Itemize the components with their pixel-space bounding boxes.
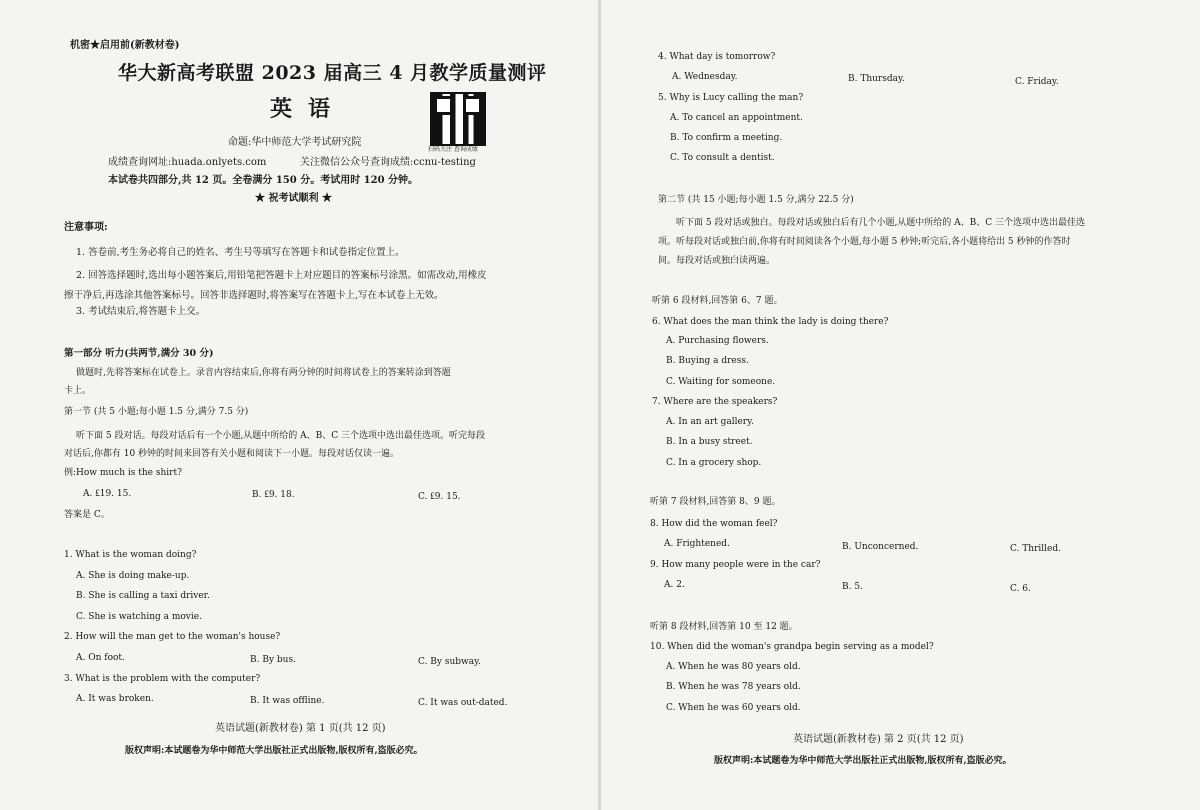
- q2-option-b: B. By bus.: [250, 655, 296, 665]
- q8-option-c: C. Thrilled.: [1010, 544, 1061, 554]
- q8-option-a: A. Frightened.: [664, 539, 730, 549]
- question-6: 6. What does the man think the lady is doing there?: [652, 317, 889, 327]
- q4-option-a: A. Wednesday.: [672, 72, 738, 82]
- q6-option-b: B. Buying a dress.: [666, 356, 749, 366]
- subject-title: 英语: [270, 96, 347, 122]
- q4-option-c: C. Friday.: [1015, 77, 1059, 87]
- q7-option-c: C. In a grocery shop.: [666, 458, 762, 468]
- example-option: A. ₤19. 15.: [83, 489, 132, 499]
- section2-intro: 项。听每段对话或独白前,你将有时间阅读各个小题,每小题 5 秒钟;听完后,各小题将给出 5 秒钟的作答时: [658, 237, 1071, 247]
- question-9: 9. How many people were in the car?: [650, 560, 821, 570]
- q1-option-c: C. She is watching a movie.: [76, 612, 202, 622]
- q3-option-b: B. It was offline.: [250, 696, 325, 706]
- note-item: 擦干净后,再选涂其他答案标号。回答非选择题时,将答案写在答题卡上,写在本试卷上无效。: [64, 290, 444, 301]
- q4-option-b: B. Thursday.: [848, 74, 905, 84]
- copyright-notice: 版权声明:本试题卷为华中师范大学出版社正式出版物,版权所有,盗版必究。: [125, 746, 423, 756]
- example-question: 例:How much is the shirt?: [64, 468, 182, 478]
- q2-option-a: A. On foot.: [76, 653, 125, 663]
- question-8: 8. How did the woman feel?: [650, 519, 778, 529]
- secret-label: 机密★启用前(新教材卷): [70, 40, 180, 51]
- note-item: 3. 考试结束后,将答题卡上交。: [76, 306, 206, 317]
- score-website: 成绩查询网址:huada.onlyets.com: [108, 157, 267, 168]
- section2-title: 第二节 (共 15 小题;每小题 1.5 分,满分 22.5 分): [658, 195, 854, 205]
- page-footer: 英语试题(新教材卷) 第 1 页(共 12 页): [215, 723, 386, 734]
- exam-title: 华大新高考联盟 2023 届高三 4 月教学质量测评: [118, 62, 547, 84]
- section1-intro: 听下面 5 段对话。每段对话后有一个小题,从题中所给的 A、B、C 三个选项中选出最佳选项。听完每段: [76, 431, 486, 441]
- question-5: 5. Why is Lucy calling the man?: [658, 93, 804, 103]
- question-10: 10. When did the woman's grandpa begin serving as a model?: [650, 642, 934, 652]
- material-6-label: 听第 6 段材料,回答第 6、7 题。: [652, 296, 783, 306]
- q8-option-b: B. Unconcerned.: [842, 542, 919, 552]
- notes-title: 注意事项:: [64, 222, 108, 233]
- author-line: 命题:华中师范大学考试研究院: [228, 137, 362, 148]
- example-option: C. ₤9. 15.: [418, 492, 461, 502]
- q7-option-a: A. In an art gallery.: [666, 417, 754, 427]
- q5-option-a: A. To cancel an appointment.: [670, 113, 803, 123]
- note-item: 2. 回答选择题时,选出每小题答案后,用铅笔把答题卡上对应题目的答案标号涂黑。如需改动,用橡皮: [76, 270, 487, 281]
- section1-intro: 对话后,你都有 10 秒钟的时间来回答有关小题和阅读下一小题。每段对话仅读一遍。: [64, 449, 400, 459]
- q9-option-a: A. 2.: [664, 580, 685, 590]
- question-1: 1. What is the woman doing?: [64, 550, 197, 560]
- q7-option-b: B. In a busy street.: [666, 437, 753, 447]
- q9-option-b: B. 5.: [842, 582, 863, 592]
- part1-title: 第一部分 听力(共两节,满分 30 分): [64, 348, 214, 359]
- copyright-notice: 版权声明:本试题卷为华中师范大学出版社正式出版物,版权所有,盗版必究。: [714, 756, 1012, 766]
- q9-option-c: C. 6.: [1010, 584, 1031, 594]
- wechat-info: 关注微信公众号查询成绩:ccnu-testing: [300, 157, 476, 168]
- q1-option-a: A. She is doing make-up.: [76, 571, 190, 581]
- q5-option-c: C. To consult a dentist.: [670, 153, 775, 163]
- section1-title: 第一节 (共 5 小题;每小题 1.5 分,满分 7.5 分): [64, 407, 249, 417]
- qr-caption: 扫码关注 查询成绩: [428, 146, 478, 153]
- example-option: B. ₤9. 18.: [252, 490, 295, 500]
- example-answer: 答案是 C。: [64, 510, 110, 520]
- material-8-label: 听第 8 段材料,回答第 10 至 12 题。: [650, 622, 798, 632]
- q6-option-c: C. Waiting for someone.: [666, 377, 776, 387]
- question-2: 2. How will the man get to the woman's house?: [64, 632, 281, 642]
- question-7: 7. Where are the speakers?: [652, 397, 778, 407]
- question-3: 3. What is the problem with the computer?: [64, 674, 261, 684]
- material-7-label: 听第 7 段材料,回答第 8、9 题。: [650, 497, 781, 507]
- q1-option-b: B. She is calling a taxi driver.: [76, 591, 210, 601]
- section2-intro: 听下面 5 段对话或独白。每段对话或独白后有几个小题,从题中所给的 A、B、C 三个选项中选出最佳选: [676, 218, 1086, 228]
- q10-option-c: C. When he was 60 years old.: [666, 703, 801, 713]
- exam-info: 本试卷共四部分,共 12 页。全卷满分 150 分。考试用时 120 分钟。: [108, 175, 419, 186]
- section2-intro: 间。每段对话或独白读两遍。: [658, 256, 776, 266]
- part1-intro: 做题时,先将答案标在试卷上。录音内容结束后,你将有两分钟的时间将试卷上的答案转涂到答题: [76, 368, 451, 378]
- q6-option-a: A. Purchasing flowers.: [666, 336, 769, 346]
- wish-line: ★ 祝考试顺利 ★: [255, 193, 332, 204]
- q10-option-b: B. When he was 78 years old.: [666, 682, 801, 692]
- note-item: 1. 答卷前,考生务必将自己的姓名、考生号等填写在答题卡和试卷指定位置上。: [76, 247, 405, 258]
- page-footer: 英语试题(新教材卷) 第 2 页(共 12 页): [793, 734, 964, 745]
- q3-option-a: A. It was broken.: [76, 694, 154, 704]
- q3-option-c: C. It was out-dated.: [418, 698, 508, 708]
- q2-option-c: C. By subway.: [418, 657, 481, 667]
- part1-intro: 卡上。: [64, 386, 92, 396]
- q10-option-a: A. When he was 80 years old.: [666, 662, 801, 672]
- question-4: 4. What day is tomorrow?: [658, 52, 776, 62]
- q5-option-b: B. To confirm a meeting.: [670, 133, 783, 143]
